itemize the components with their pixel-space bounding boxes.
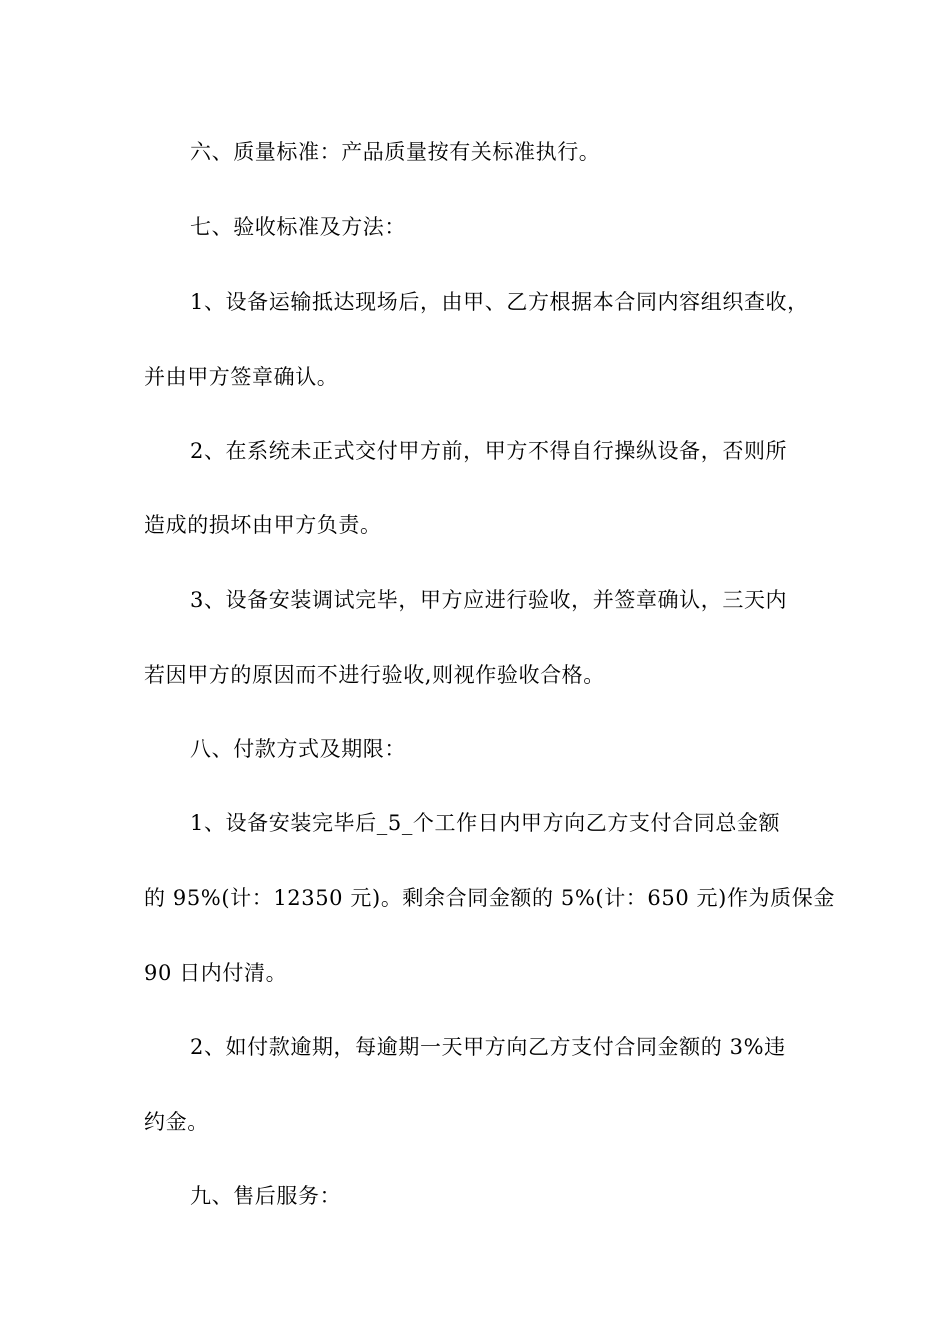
clause-8-2-line-1: 2、如付款逾期，每逾期一天甲方向乙方支付合同金额的 3%违 — [190, 1035, 786, 1059]
section-7-acceptance-heading: 七、验收标准及方法： — [190, 215, 406, 239]
section-8-payment-heading: 八、付款方式及期限： — [190, 737, 406, 761]
section-9-after-sales-heading: 九、售后服务： — [190, 1184, 342, 1208]
clause-7-1-line-1: 1、设备运输抵达现场后，由甲、乙方根据本合同内容组织查收， — [190, 290, 809, 314]
clause-8-1-line-3: 90 日内付清。 — [144, 961, 288, 985]
clause-8-1-line-2: 的 95%(计：12350 元)。剩余合同金额的 5%(计：650 元)作为质保金 — [144, 886, 835, 910]
section-6-quality-standard: 六、质量标准：产品质量按有关标准执行。 — [190, 140, 601, 164]
clause-8-1-line-1: 1、设备安装完毕后_5_个工作日内甲方向乙方支付合同总金额 — [190, 811, 781, 835]
clause-7-1-line-2: 并由甲方签章确认。 — [144, 365, 339, 389]
clause-7-3-line-1: 3、设备安装调试完毕，甲方应进行验收，并签章确认，三天内 — [190, 588, 788, 612]
clause-7-3-line-2: 若因甲方的原因而不进行验收,则视作验收合格。 — [144, 663, 605, 687]
clause-8-2-line-2: 约金。 — [144, 1110, 209, 1134]
clause-7-2-line-1: 2、在系统未正式交付甲方前，甲方不得自行操纵设备，否则所 — [190, 439, 788, 463]
clause-7-2-line-2: 造成的损坏由甲方负责。 — [144, 513, 382, 537]
